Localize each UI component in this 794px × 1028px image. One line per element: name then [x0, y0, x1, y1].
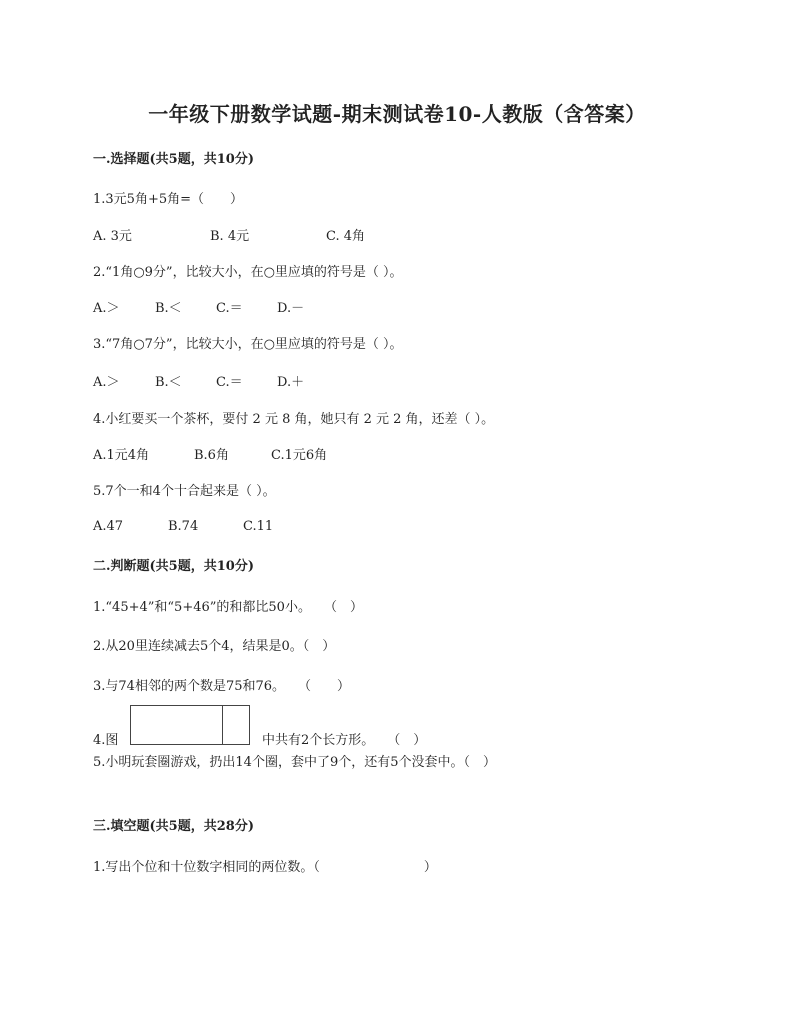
q1-option-c: C. 4角 [326, 229, 366, 244]
question-3: 3.“7角○7分”，比较大小，在○里应填的符号是（ ）。 [93, 337, 403, 352]
q3-option-d: D.＋ [277, 375, 305, 390]
q5-option-a: A.47 [93, 519, 124, 534]
rectangle-figure [130, 705, 250, 745]
q4-option-c: C.1元6角 [271, 448, 328, 463]
question-4: 4.小红要买一个茶杯，要付 2 元 8 角，她只有 2 元 2 角，还差（ ）。 [93, 412, 495, 427]
section-heading-choice: 一.选择题(共5题，共10分) [93, 152, 254, 167]
q2-option-a: A.＞ [93, 301, 120, 316]
rectangle-divider [222, 706, 223, 744]
section-heading-fill: 三.填空题(共5题，共28分) [93, 819, 254, 834]
q1-option-b: B. 4元 [210, 229, 250, 244]
q5-option-c: C.11 [243, 519, 274, 534]
judge-5: 5.小明玩套圈游戏，扔出14个圈，套中了9个，还有5个没套中。（ ） [93, 755, 496, 770]
question-2: 2.“1角○9分”，比较大小，在○里应填的符号是（ ）。 [93, 265, 403, 280]
q3-option-b: B.＜ [155, 375, 182, 390]
question-5: 5.7个一和4个十合起来是（ ）。 [93, 484, 276, 499]
judge-3: 3.与74相邻的两个数是75和76。 （ ） [93, 679, 351, 694]
judge-4-suffix: 中共有2个长方形。 （ ） [262, 733, 427, 748]
q2-option-d: D.－ [277, 301, 305, 316]
fill-1: 1.写出个位和十位数字相同的两位数。（ ） [93, 860, 437, 875]
q4-option-b: B.6角 [194, 448, 229, 463]
q3-option-a: A.＞ [93, 375, 120, 390]
page-title: 一年级下册数学试题-期末测试卷10-人教版（含答案） [148, 102, 646, 126]
question-1: 1.3元5角+5角=（ ） [93, 192, 244, 207]
q3-option-c: C.＝ [216, 375, 243, 390]
q4-option-a: A.1元4角 [93, 448, 150, 463]
q2-option-b: B.＜ [155, 301, 182, 316]
judge-2: 2.从20里连续减去5个4，结果是0。（ ） [93, 639, 336, 654]
judge-4-prefix: 4.图 [93, 733, 119, 748]
section-heading-judge: 二.判断题(共5题，共10分) [93, 559, 254, 574]
judge-1: 1.“45+4”和“5+46”的和都比50小。 （ ） [93, 600, 363, 615]
q2-option-c: C.＝ [216, 301, 243, 316]
q5-option-b: B.74 [168, 519, 199, 534]
q1-option-a: A. 3元 [93, 229, 132, 244]
